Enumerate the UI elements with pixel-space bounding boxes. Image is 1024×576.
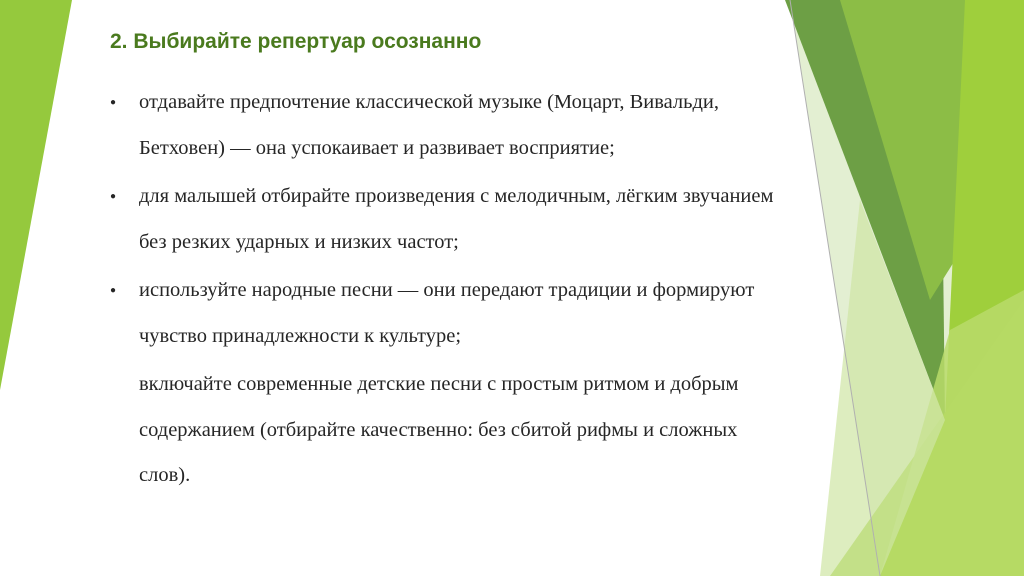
bullet-item bbox=[110, 174, 790, 265]
bullet-marker: ● bbox=[110, 97, 117, 108]
slide-title: 2. Выбирайте репертуар осознанно bbox=[110, 30, 482, 53]
bullet-text: используйте народные песни — они передают традиции и формируют чувство принадлежности к культуре; bbox=[139, 279, 755, 347]
bullet-marker: ● bbox=[110, 191, 117, 202]
continuation-text: включайте современные детские песни с простым ритмом и добрым содержанием (отбирайте качественно: без сбитой рифмы и сложных слов). bbox=[139, 373, 739, 486]
bullet-item bbox=[110, 268, 790, 359]
continuation-paragraph bbox=[110, 362, 790, 499]
left-green-wedge bbox=[0, 0, 72, 390]
bullet-marker: ● bbox=[110, 285, 117, 296]
bullet-list bbox=[110, 80, 790, 499]
bullet-text: отдавайте предпочтение классической музыке (Моцарт, Вивальди, Бетховен) — она успокаивает и развивает восприятие; bbox=[139, 91, 720, 159]
bullet-text: для малышей отбирайте произведения с мелодичным, лёгким звучанием без резких ударных и низких частот; bbox=[139, 185, 774, 253]
bullet-item bbox=[110, 80, 790, 171]
